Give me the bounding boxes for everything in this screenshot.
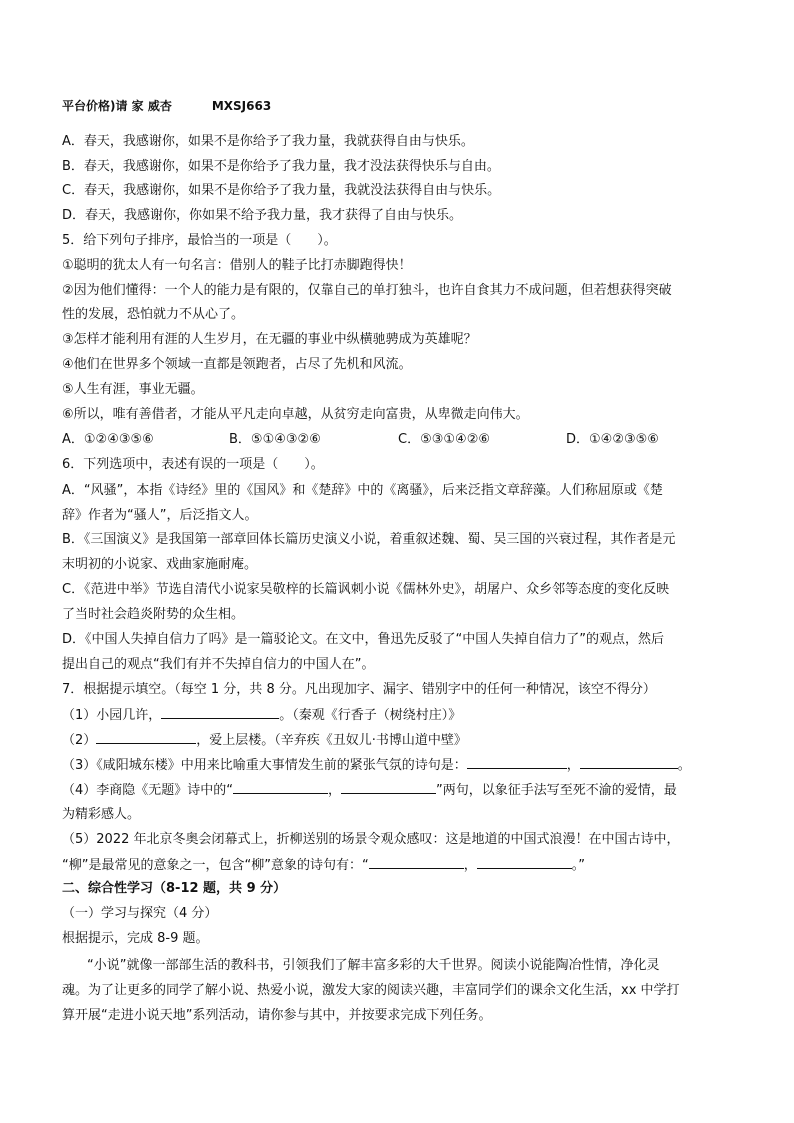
section-2-paragraph-line-1: “小说”就像一部部生活的教科书，引领我们了解丰富多彩的大千世界。阅读小说能陶冶性情，净化灵 — [87, 958, 660, 973]
q5-sentence-6: ⑥所以，唯有善借者，才能从平凡走向卓越，从贫穷走向富贵，从卑微走向伟大。 — [62, 407, 529, 422]
q5-sentence-3: ③怎样才能利用有涯的人生岁月，在无疆的事业中纵横驰骋成为英雄呢？ — [62, 332, 477, 347]
q7-item-4 — [62, 780, 677, 801]
section-2-title: 二、综合性学习（8-12 题，共 9 分） — [62, 881, 287, 896]
q7-item-2 — [62, 730, 467, 751]
page-header — [62, 97, 271, 115]
q7-item-4-prefix: （4）李商隐《无题》诗中的“ — [62, 783, 234, 798]
q7-blank-7[interactable] — [369, 855, 464, 869]
q7-blank-6[interactable] — [341, 780, 436, 794]
q7-stem: 7．根据提示填空。（每空 1 分，共 8 分。凡出现加字、漏字、错别字中的任何一种情况，该空不得分） — [62, 682, 656, 697]
section-2-instruction: 根据提示，完成 8-9 题。 — [62, 931, 209, 946]
q6-option-d-cont: 提出自己的观点“我们有并不失掉自信力的中国人在”。 — [62, 657, 375, 672]
q4-option-c: C．春天，我感谢你，如果不是你给予了我力量，我就没法获得自由与快乐。 — [62, 183, 501, 198]
q7-blank-4[interactable] — [580, 755, 678, 769]
q7-item-5-sep: ， — [463, 858, 477, 873]
section-2-paragraph-line-3: 算开展“走进小说天地”系列活动，请你参与其中，并按要求完成下列任务。 — [62, 1008, 492, 1023]
q7-item-4-cont: 为精彩感人。 — [62, 807, 141, 822]
q7-blank-8[interactable] — [477, 855, 572, 869]
q6-option-b-cont: 末明初的小说家、戏曲家施耐庵。 — [62, 557, 258, 572]
q6-option-a: A．“风骚”，本指《诗经》里的《国风》和《楚辞》中的《离骚》，后来泛指文章辞藻。人们称屈原或《楚 — [62, 483, 663, 498]
q7-item-5-cont — [62, 855, 585, 876]
q7-item-3-suffix: 。 — [677, 758, 691, 773]
q5-sentence-2: ②因为他们懂得：一个人的能力是有限的，仅靠自己的单打独斗，也许自食其力不成问题，但若想获得突破 — [62, 283, 672, 298]
q7-item-3-sep: ， — [566, 758, 580, 773]
q7-item-2-prefix: （2） — [62, 733, 97, 748]
q6-option-a-cont: 辞》作者为“骚人”，后泛指文人。 — [62, 508, 258, 523]
q4-option-b: B．春天，我感谢你，如果不是你给予了我力量，我才没法获得快乐与自由。 — [62, 159, 500, 174]
q7-item-3 — [62, 755, 691, 776]
q7-item-5-suffix: 。” — [571, 858, 585, 873]
q7-blank-3[interactable] — [467, 755, 567, 769]
q6-option-c: C．《范进中举》节选自清代小说家吴敬梓的长篇讽刺小说《儒林外史》，胡屠户、众乡邻等态度的变化反映 — [62, 582, 670, 597]
q5-sentence-4: ④他们在世界多个领域一直都是领跑者，占尽了先机和风流。 — [62, 357, 412, 372]
q5-option-b: B．⑤①④③②⑥ — [229, 432, 321, 447]
q7-item-5: （5）2022 年北京冬奥会闭幕式上，折柳送别的场景令观众感叹：这是地道的中国式浪漫！在中国古诗中， — [62, 832, 680, 847]
q6-option-b: B．《三国演义》是我国第一部章回体长篇历史演义小说，着重叙述魏、蜀、吴三国的兴衰过程，其作者是元 — [62, 532, 676, 547]
q7-item-1 — [62, 705, 461, 726]
q7-item-4-sep: ， — [328, 783, 342, 798]
q5-sentence-5: ⑤人生有涯，事业无疆。 — [62, 382, 204, 397]
q7-blank-5[interactable] — [233, 780, 328, 794]
q5-option-d: D．①④②③⑤⑥ — [566, 432, 659, 447]
q5-sentence-2-cont: 性的发展，恐怕就力不从心了。 — [62, 307, 245, 322]
q7-item-1-prefix: （1）小园几许， — [62, 708, 162, 723]
q7-blank-2[interactable] — [96, 730, 196, 744]
q5-sentence-1: ①聪明的犹太人有一句名言：借别人的鞋子比打赤脚跑得快！ — [62, 258, 412, 273]
q6-option-c-cont: 了当时社会趋炎附势的众生相。 — [62, 607, 245, 622]
q5-option-a: A．①②④③⑤⑥ — [62, 432, 154, 447]
header-code: MXSJ663 — [211, 99, 272, 113]
q7-blank-1[interactable] — [161, 705, 279, 719]
section-2-subtitle: （一）学习与探究（4 分） — [62, 906, 218, 921]
q7-item-4-suffix: ”两句，以象征手法写至死不渝的爱情，最 — [436, 783, 677, 798]
q7-item-1-suffix: 。（秦观《行香子（树绕村庄）》 — [279, 708, 462, 723]
header-text: 平台价格)请 家 威杏 — [62, 99, 172, 113]
q4-option-d: D．春天，我感谢你，你如果不给予我力量，我才获得了自由与快乐。 — [62, 208, 463, 223]
q6-stem: 6．下列选项中，表述有误的一项是（ ）。 — [62, 457, 324, 472]
section-2-paragraph-line-2: 魂。为了让更多的同学了解小说、热爱小说，激发大家的阅读兴趣，丰富同学们的课余文化生活，xx 中学打 — [62, 983, 680, 998]
q6-option-d: D．《中国人失掉自信力了吗》是一篇驳论文。在文中，鲁迅先反驳了“中国人失掉自信力了”的观点，然后 — [62, 632, 664, 647]
q7-item-5-prefix: “柳”是最常见的意象之一，包含“柳”意象的诗句有：“ — [62, 858, 369, 873]
q4-option-a: A．春天，我感谢你，如果不是你给予了我力量，我就获得自由与快乐。 — [62, 134, 474, 149]
q7-item-3-prefix: （3）《咸阳城东楼》中用来比喻重大事情发生前的紧张气氛的诗句是： — [62, 758, 467, 773]
q7-item-2-suffix: ，爱上层楼。（辛弃疾《丑奴儿·书博山道中壁》 — [196, 733, 467, 748]
q5-option-c: C．⑤③①④②⑥ — [398, 432, 491, 447]
q5-stem: 5．给下列句子排序，最恰当的一项是（ ）。 — [62, 233, 337, 248]
